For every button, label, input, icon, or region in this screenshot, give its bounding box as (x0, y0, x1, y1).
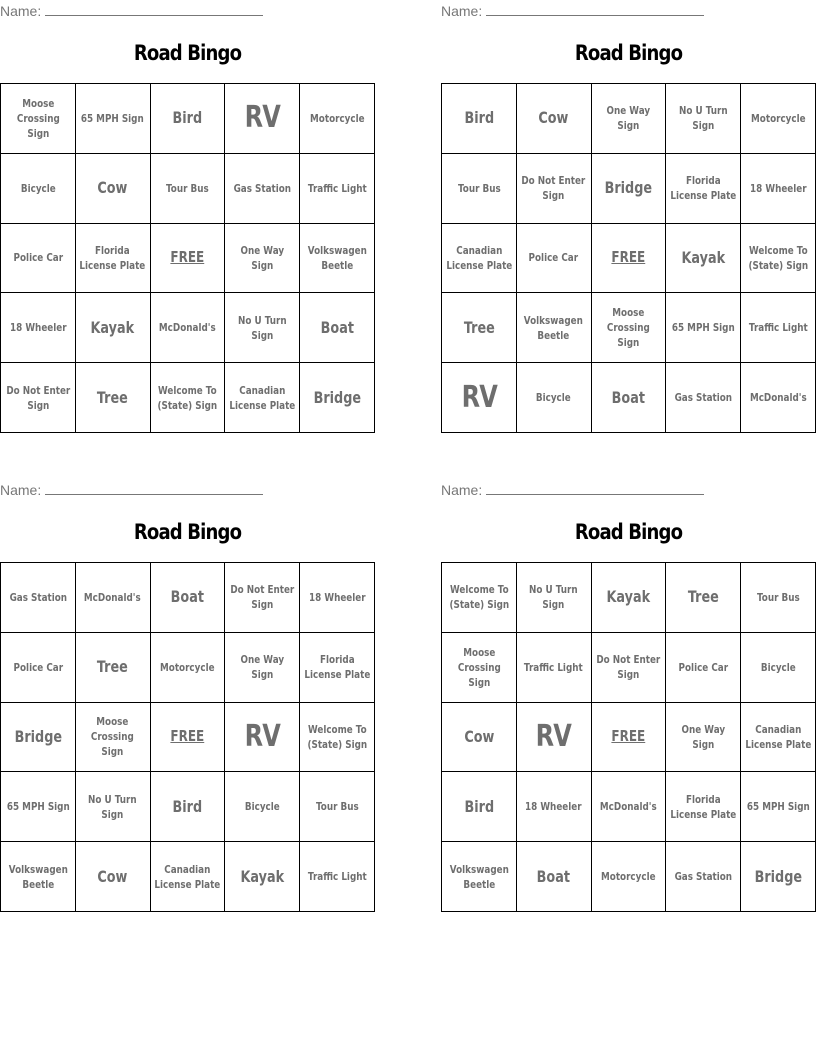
cell-label: Traffic Light (307, 870, 367, 884)
cell-label: Cow (97, 178, 128, 198)
card-title: Road Bingo (574, 41, 683, 65)
cell-label: Boat (170, 587, 205, 607)
cell-label: No U Turn Sign (678, 104, 728, 133)
cell-label: RV (535, 718, 572, 754)
cell-label: Motorcycle (309, 111, 365, 125)
bingo-cell[interactable] (76, 154, 151, 224)
cell-label: Boat (537, 866, 571, 886)
cell-label: Kayak (90, 317, 135, 337)
bingo-cell[interactable] (442, 772, 517, 842)
cell-label: RV (244, 100, 281, 136)
card-title: Road Bingo (133, 41, 242, 65)
bingo-cell[interactable] (151, 363, 226, 433)
cell-label: Bird (172, 796, 203, 816)
cell-label: FREE (170, 248, 205, 267)
bingo-cell[interactable] (517, 703, 592, 773)
bingo-cell[interactable] (442, 563, 517, 633)
bingo-cell[interactable] (225, 633, 300, 703)
cell-label: No U Turn Sign (88, 792, 137, 821)
cell-label: Traffic Light (307, 181, 367, 195)
bingo-cell[interactable] (1, 84, 76, 154)
free-space[interactable] (592, 703, 667, 773)
bingo-cell[interactable] (225, 363, 300, 433)
bingo-cell[interactable] (741, 842, 816, 912)
cell-label: Moose Crossing Sign (16, 96, 60, 140)
bingo-cell[interactable] (592, 84, 667, 154)
cell-label: Volkswagen Beetle (8, 862, 68, 891)
bingo-cell[interactable] (1, 842, 76, 912)
cell-label: Florida License Plate (79, 243, 146, 272)
bingo-cell[interactable] (300, 772, 375, 842)
cell-label: Tree (687, 587, 719, 607)
name-field[interactable] (0, 481, 263, 499)
bingo-cell[interactable] (300, 224, 375, 294)
bingo-cell[interactable] (666, 842, 741, 912)
bingo-cell[interactable] (666, 224, 741, 294)
name-label: Name: (0, 3, 42, 19)
bingo-cell[interactable] (151, 563, 226, 633)
bingo-cell[interactable] (517, 363, 592, 433)
bingo-cell[interactable] (741, 563, 816, 633)
cell-label: Moose Crossing Sign (607, 306, 650, 350)
bingo-cell[interactable] (592, 563, 667, 633)
bingo-cell[interactable] (517, 842, 592, 912)
cell-label: Gas Station (233, 181, 292, 195)
cell-label: RV (461, 379, 497, 415)
bingo-cell[interactable] (151, 154, 226, 224)
bingo-cell[interactable] (741, 154, 816, 224)
bingo-cell[interactable] (741, 703, 816, 773)
bingo-cell[interactable] (300, 633, 375, 703)
cell-label: Florida License Plate (670, 174, 737, 203)
bingo-cell[interactable] (592, 154, 667, 224)
bingo-cell[interactable] (741, 772, 816, 842)
cell-label: Motorcycle (601, 870, 656, 884)
cell-label: Bridge (754, 866, 802, 886)
cell-label: McDonald's (600, 800, 657, 814)
bingo-cell[interactable] (741, 633, 816, 703)
cell-label: One Way Sign (606, 104, 651, 133)
cell-label: Police Car (13, 660, 63, 674)
bingo-cell[interactable] (76, 293, 151, 363)
bingo-cell[interactable] (442, 703, 517, 773)
bingo-cell[interactable] (76, 842, 151, 912)
bingo-cell[interactable] (517, 224, 592, 294)
cell-label: Welcome To (State) Sign (307, 722, 367, 751)
cell-label: No U Turn Sign (237, 313, 287, 342)
cell-label: Boat (320, 317, 354, 337)
cell-label: McDonald's (84, 590, 142, 604)
cell-label: Canadian License Plate (229, 383, 296, 412)
bingo-cell[interactable] (300, 842, 375, 912)
cell-label: Florida License Plate (304, 653, 371, 682)
bingo-cell[interactable] (225, 293, 300, 363)
bingo-grid (441, 562, 816, 912)
bingo-cell[interactable] (1, 563, 76, 633)
cell-label: 65 MPH Sign (746, 800, 810, 814)
bingo-cell[interactable] (225, 563, 300, 633)
cell-label: One Way Sign (681, 722, 726, 751)
cell-label: One Way Sign (240, 243, 285, 272)
cell-label: Traffic Light (524, 660, 584, 674)
cell-label: Bicycle (760, 660, 796, 674)
bingo-cell[interactable] (592, 293, 667, 363)
name-field[interactable] (0, 2, 263, 20)
bingo-cell[interactable] (666, 154, 741, 224)
cell-label: FREE (170, 727, 205, 746)
cell-label: McDonald's (159, 321, 216, 335)
cell-label: 18 Wheeler (749, 181, 807, 195)
cell-label: Kayak (606, 587, 651, 607)
cell-label: Canadian License Plate (745, 722, 812, 751)
bingo-cell[interactable] (442, 224, 517, 294)
name-label: Name: (441, 3, 483, 19)
name-label: Name: (441, 482, 483, 498)
bingo-cell[interactable] (517, 293, 592, 363)
bingo-cell[interactable] (442, 363, 517, 433)
bingo-cell[interactable] (76, 772, 151, 842)
cell-label: FREE (611, 727, 646, 746)
cell-label: Bicycle (536, 391, 572, 405)
cell-label: Cow (97, 866, 128, 886)
name-underline[interactable] (45, 3, 263, 16)
bingo-cell[interactable] (225, 154, 300, 224)
cell-label: Volkswagen Beetle (524, 313, 584, 342)
cell-label: Boat (611, 387, 646, 407)
bingo-cell[interactable] (225, 703, 300, 773)
bingo-cell[interactable] (666, 293, 741, 363)
cell-label: Bicycle (244, 800, 280, 814)
cell-label: Canadian License Plate (154, 862, 221, 891)
cell-label: Gas Station (9, 590, 67, 604)
cell-label: 18 Wheeler (9, 321, 67, 335)
bingo-cell[interactable] (300, 363, 375, 433)
cell-label: Welcome To (State) Sign (748, 243, 808, 272)
bingo-grid (441, 83, 816, 433)
free-space[interactable] (151, 703, 226, 773)
free-space[interactable] (151, 224, 226, 294)
bingo-cell[interactable] (300, 703, 375, 773)
cell-label: Moose Crossing Sign (91, 715, 135, 759)
bingo-cell[interactable] (741, 363, 816, 433)
bingo-cell[interactable] (76, 84, 151, 154)
bingo-card (0, 0, 375, 440)
cell-label: Kayak (240, 866, 285, 886)
cell-label: Tree (97, 657, 129, 677)
bingo-cell[interactable] (76, 563, 151, 633)
cell-label: McDonald's (749, 391, 807, 405)
cell-label: FREE (611, 248, 646, 267)
bingo-cell[interactable] (225, 84, 300, 154)
bingo-cell[interactable] (666, 633, 741, 703)
bingo-cell[interactable] (76, 363, 151, 433)
bingo-cell[interactable] (151, 772, 226, 842)
cell-label: Cow (463, 726, 494, 746)
cell-label: Do Not Enter Sign (5, 383, 70, 412)
cell-label: RV (244, 718, 281, 754)
bingo-cell[interactable] (517, 563, 592, 633)
cell-label: Volkswagen Beetle (449, 862, 509, 891)
bingo-grid (0, 83, 375, 433)
cell-label: Bird (464, 108, 494, 128)
cell-label: Tree (463, 317, 495, 337)
cell-label: Volkswagen Beetle (307, 243, 367, 272)
name-field[interactable] (441, 481, 704, 499)
bingo-cell[interactable] (442, 633, 517, 703)
cell-label: Tour Bus (166, 181, 209, 195)
bingo-cell[interactable] (592, 633, 667, 703)
cell-label: Tour Bus (756, 590, 800, 604)
free-space[interactable] (592, 224, 667, 294)
bingo-cell[interactable] (442, 154, 517, 224)
bingo-cell[interactable] (666, 772, 741, 842)
cell-label: Moose Crossing Sign (457, 645, 501, 689)
bingo-cell[interactable] (592, 772, 667, 842)
cell-label: One Way Sign (240, 653, 285, 682)
bingo-cell[interactable] (151, 842, 226, 912)
cell-label: Police Car (678, 660, 729, 674)
bingo-cell[interactable] (225, 842, 300, 912)
cell-label: Florida License Plate (670, 792, 737, 821)
bingo-cell[interactable] (76, 703, 151, 773)
cell-label: Police Car (528, 251, 579, 265)
cell-label: Tree (97, 387, 129, 407)
bingo-cell[interactable] (666, 563, 741, 633)
bingo-cell[interactable] (517, 633, 592, 703)
cell-label: Bicycle (20, 181, 56, 195)
bingo-cell[interactable] (517, 772, 592, 842)
cell-label: Gas Station (674, 391, 733, 405)
cell-label: Canadian License Plate (445, 243, 512, 272)
bingo-cell[interactable] (741, 84, 816, 154)
bingo-card (0, 479, 375, 919)
card-title: Road Bingo (133, 520, 242, 544)
cell-label: Traffic Light (748, 321, 808, 335)
cell-label: Bird (172, 108, 203, 128)
cell-label: Bridge (604, 178, 653, 198)
bingo-grid (0, 562, 375, 912)
bingo-cell[interactable] (1, 363, 76, 433)
cell-label: Motorcycle (750, 111, 806, 125)
cell-label: Do Not Enter Sign (521, 174, 586, 203)
cell-label: Tour Bus (457, 181, 501, 195)
cell-label: Motorcycle (160, 660, 215, 674)
cell-label: Cow (538, 108, 569, 128)
card-title: Road Bingo (574, 520, 683, 544)
bingo-cell[interactable] (1, 772, 76, 842)
cell-label: 65 MPH Sign (671, 321, 735, 335)
bingo-cell[interactable] (151, 84, 226, 154)
bingo-cell[interactable] (1, 703, 76, 773)
cell-label: No U Turn Sign (529, 583, 578, 612)
cell-label: Do Not Enter Sign (596, 653, 661, 682)
bingo-cell[interactable] (517, 84, 592, 154)
cell-label: Gas Station (674, 870, 733, 884)
bingo-cell[interactable] (592, 363, 667, 433)
bingo-cell[interactable] (442, 293, 517, 363)
bingo-card (441, 479, 816, 919)
bingo-cell[interactable] (1, 154, 76, 224)
bingo-cell[interactable] (1, 293, 76, 363)
cell-label: Welcome To (State) Sign (449, 583, 509, 612)
bingo-cell[interactable] (76, 224, 151, 294)
cell-label: Do Not Enter Sign (230, 583, 295, 612)
bingo-cell[interactable] (300, 84, 375, 154)
bingo-cell[interactable] (151, 293, 226, 363)
name-underline[interactable] (45, 482, 263, 495)
bingo-cell[interactable] (517, 154, 592, 224)
name-field[interactable] (441, 2, 704, 20)
bingo-cell[interactable] (442, 842, 517, 912)
cell-label: Bridge (14, 726, 62, 746)
bingo-cell[interactable] (300, 154, 375, 224)
bingo-cell[interactable] (442, 84, 517, 154)
bingo-cell[interactable] (592, 842, 667, 912)
name-underline[interactable] (486, 482, 704, 495)
bingo-cell[interactable] (666, 84, 741, 154)
bingo-cell[interactable] (300, 293, 375, 363)
cell-label: Bridge (313, 387, 361, 407)
cell-label: Bird (464, 796, 494, 816)
bingo-cell[interactable] (300, 563, 375, 633)
bingo-cell[interactable] (741, 224, 816, 294)
bingo-cell[interactable] (151, 633, 226, 703)
cell-label: Tour Bus (315, 800, 359, 814)
bingo-cell[interactable] (225, 224, 300, 294)
bingo-cell[interactable] (666, 703, 741, 773)
bingo-card (441, 0, 816, 440)
cell-label: Kayak (681, 247, 726, 267)
bingo-cell[interactable] (225, 772, 300, 842)
bingo-cell[interactable] (741, 293, 816, 363)
cell-label: 65 MPH Sign (81, 111, 145, 125)
bingo-cell[interactable] (666, 363, 741, 433)
name-label: Name: (0, 482, 42, 498)
cell-label: Welcome To (State) Sign (157, 383, 218, 412)
bingo-cell[interactable] (1, 633, 76, 703)
cell-label: Police Car (13, 251, 63, 265)
bingo-cell[interactable] (76, 633, 151, 703)
cell-label: 18 Wheeler (525, 800, 582, 814)
cell-label: 65 MPH Sign (6, 800, 70, 814)
name-underline[interactable] (486, 3, 704, 16)
cell-label: 18 Wheeler (308, 590, 366, 604)
bingo-cell[interactable] (1, 224, 76, 294)
